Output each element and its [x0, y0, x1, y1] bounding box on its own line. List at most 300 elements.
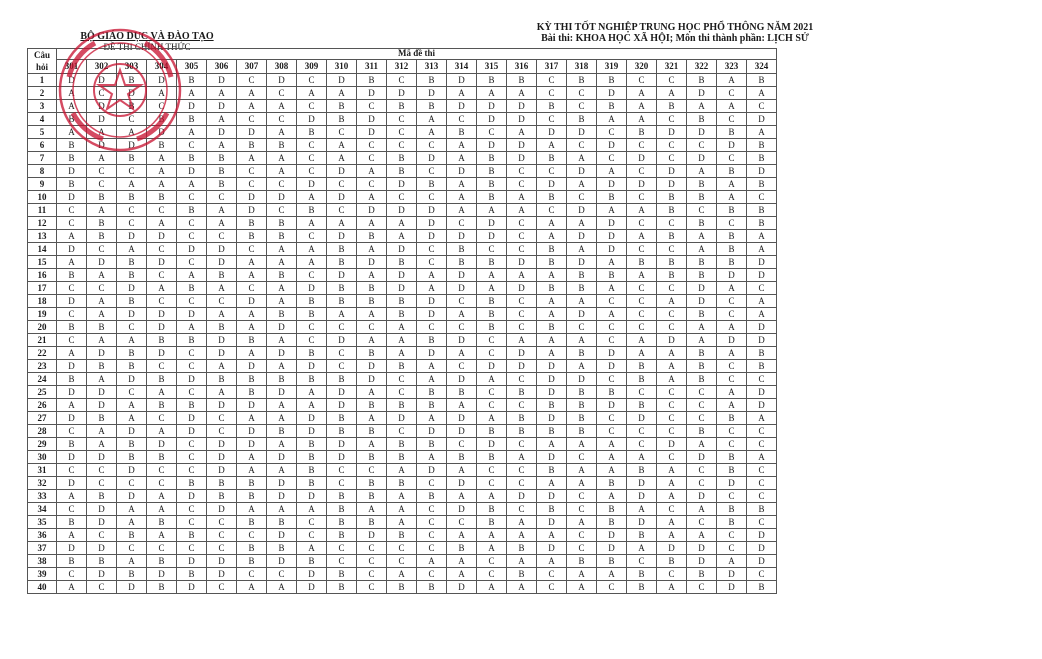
answer-cell: B — [417, 178, 447, 191]
answer-cell: D — [207, 74, 237, 87]
answer-cell: B — [747, 204, 777, 217]
answer-cell: C — [87, 165, 117, 178]
answer-cell: A — [327, 152, 357, 165]
answer-cell: B — [117, 347, 147, 360]
answer-cell: D — [207, 503, 237, 516]
answer-cell: B — [657, 191, 687, 204]
answer-cell: D — [237, 295, 267, 308]
answer-cell: B — [387, 360, 417, 373]
answer-cell: B — [627, 256, 657, 269]
answer-cell: C — [567, 191, 597, 204]
answer-cell: A — [57, 256, 87, 269]
answer-cell: A — [357, 412, 387, 425]
answer-cell: A — [717, 191, 747, 204]
answer-cell: B — [327, 295, 357, 308]
question-number-cell: 35 — [28, 516, 57, 529]
exam-code-cell: 308 — [267, 59, 297, 73]
answer-cell: D — [357, 256, 387, 269]
answer-cell: D — [207, 256, 237, 269]
answer-cell: D — [297, 178, 327, 191]
question-number-cell: 39 — [28, 568, 57, 581]
answer-cell: D — [297, 360, 327, 373]
answer-cell: C — [687, 581, 717, 594]
answer-row — [28, 386, 777, 399]
answer-cell: B — [717, 230, 747, 243]
answer-cell: D — [477, 230, 507, 243]
answer-cell: C — [267, 113, 297, 126]
answer-cell: A — [567, 477, 597, 490]
answer-cell: C — [357, 139, 387, 152]
answer-cell: B — [597, 100, 627, 113]
answer-cell: D — [597, 178, 627, 191]
answer-cell: A — [237, 464, 267, 477]
answer-row — [28, 204, 777, 217]
answer-cell: D — [117, 308, 147, 321]
answer-cell: A — [507, 191, 537, 204]
answer-cell: A — [657, 373, 687, 386]
answer-cell: D — [657, 542, 687, 555]
answer-cell: C — [117, 321, 147, 334]
answer-cell: D — [657, 165, 687, 178]
answer-cell: C — [357, 178, 387, 191]
answer-cell: C — [657, 386, 687, 399]
answer-cell: A — [57, 100, 87, 113]
answer-cell: B — [477, 152, 507, 165]
answer-cell: C — [507, 243, 537, 256]
answer-cell: D — [207, 399, 237, 412]
answer-row — [28, 217, 777, 230]
answer-cell: A — [447, 529, 477, 542]
answer-cell: C — [717, 542, 747, 555]
answer-cell: C — [687, 139, 717, 152]
answer-cell: D — [537, 516, 567, 529]
answer-row — [28, 321, 777, 334]
answer-cell: A — [477, 412, 507, 425]
answer-cell: B — [237, 373, 267, 386]
answer-cell: D — [597, 217, 627, 230]
answer-row — [28, 334, 777, 347]
answer-cell: D — [447, 230, 477, 243]
answer-cell: D — [567, 126, 597, 139]
answer-cell: A — [477, 490, 507, 503]
answer-cell: C — [627, 165, 657, 178]
answer-cell: D — [57, 477, 87, 490]
answer-cell: B — [87, 412, 117, 425]
answer-cell: C — [417, 165, 447, 178]
answer-cell: C — [207, 295, 237, 308]
answer-cell: A — [597, 204, 627, 217]
answer-cell: A — [447, 204, 477, 217]
answer-cell: C — [357, 581, 387, 594]
answer-cell: D — [747, 386, 777, 399]
answer-cell: C — [297, 230, 327, 243]
answer-cell: C — [507, 321, 537, 334]
answer-cell: B — [747, 152, 777, 165]
answer-row — [28, 399, 777, 412]
answer-cell: D — [717, 477, 747, 490]
answer-cell: C — [387, 113, 417, 126]
answer-cell: A — [657, 464, 687, 477]
answer-cell: C — [657, 308, 687, 321]
answer-cell: B — [357, 490, 387, 503]
answer-cell: B — [207, 373, 237, 386]
answer-cell: D — [447, 412, 477, 425]
exam-code-cell: 313 — [417, 59, 447, 73]
answer-cell: A — [357, 386, 387, 399]
answer-cell: B — [747, 360, 777, 373]
answer-cell: B — [477, 165, 507, 178]
answer-cell: A — [687, 230, 717, 243]
answer-cell: D — [747, 113, 777, 126]
answer-cell: A — [447, 178, 477, 191]
answer-cell: A — [627, 204, 657, 217]
answer-cell: A — [507, 126, 537, 139]
answer-cell: C — [327, 542, 357, 555]
answer-cell: C — [297, 152, 327, 165]
answer-cell: C — [507, 438, 537, 451]
answer-cell: C — [147, 100, 177, 113]
answer-cell: A — [387, 490, 417, 503]
answer-cell: D — [327, 269, 357, 282]
answer-cell: A — [57, 399, 87, 412]
answer-cell: D — [747, 555, 777, 568]
answer-cell: A — [477, 269, 507, 282]
question-number-cell: 11 — [28, 204, 57, 217]
answer-cell: A — [207, 217, 237, 230]
answer-cell: C — [717, 295, 747, 308]
answer-cell: A — [147, 503, 177, 516]
answer-cell: D — [87, 100, 117, 113]
answer-cell: C — [507, 477, 537, 490]
answer-cell: D — [447, 74, 477, 87]
answer-cell: C — [597, 295, 627, 308]
answer-cell: A — [57, 230, 87, 243]
answer-cell: A — [747, 230, 777, 243]
answer-cell: B — [477, 74, 507, 87]
answer-cell: A — [747, 308, 777, 321]
answer-cell: C — [657, 113, 687, 126]
answer-cell: D — [747, 399, 777, 412]
answer-cell: C — [357, 321, 387, 334]
answer-cell: A — [567, 295, 597, 308]
answer-cell: A — [657, 360, 687, 373]
answer-cell: B — [537, 243, 567, 256]
answer-cell: B — [567, 282, 597, 295]
answer-cell: C — [627, 295, 657, 308]
answer-cell: D — [417, 152, 447, 165]
answer-cell: D — [357, 87, 387, 100]
answer-cell: C — [717, 373, 747, 386]
answer-cell: C — [417, 256, 447, 269]
answer-cell: C — [687, 516, 717, 529]
answer-cell: D — [687, 152, 717, 165]
answer-cell: C — [387, 191, 417, 204]
answer-cell: A — [357, 308, 387, 321]
answer-cell: B — [747, 217, 777, 230]
answer-cell: A — [267, 295, 297, 308]
answer-cell: D — [357, 360, 387, 373]
answer-cell: C — [657, 321, 687, 334]
answer-cell: C — [417, 321, 447, 334]
answer-cell: C — [147, 477, 177, 490]
answer-cell: B — [537, 191, 567, 204]
answer-row — [28, 451, 777, 464]
answer-cell: D — [57, 74, 87, 87]
answer-row — [28, 542, 777, 555]
answer-cell: D — [327, 438, 357, 451]
answer-cell: B — [717, 126, 747, 139]
answer-cell: A — [357, 269, 387, 282]
answer-cell: A — [417, 451, 447, 464]
answer-cell: D — [147, 256, 177, 269]
answer-cell: C — [477, 126, 507, 139]
answer-cell: C — [267, 178, 297, 191]
answer-cell: D — [327, 451, 357, 464]
answer-cell: D — [237, 399, 267, 412]
answer-cell: B — [87, 555, 117, 568]
answer-cell: B — [327, 243, 357, 256]
answer-cell: D — [387, 412, 417, 425]
answer-cell: B — [387, 477, 417, 490]
answer-cell: C — [177, 542, 207, 555]
answer-cell: C — [417, 243, 447, 256]
answer-cell: A — [537, 334, 567, 347]
answer-cell: D — [627, 516, 657, 529]
answer-cell: D — [147, 321, 177, 334]
answer-cell: C — [717, 438, 747, 451]
answer-cell: B — [117, 100, 147, 113]
answer-cell: B — [207, 178, 237, 191]
answer-cell: C — [567, 451, 597, 464]
answer-cell: B — [267, 308, 297, 321]
answer-cell: B — [747, 178, 777, 191]
answer-cell: A — [417, 373, 447, 386]
answer-cell: A — [717, 321, 747, 334]
question-number-cell: 10 — [28, 191, 57, 204]
answer-cell: A — [477, 373, 507, 386]
answer-row — [28, 477, 777, 490]
answer-cell: A — [117, 243, 147, 256]
answer-cell: A — [117, 399, 147, 412]
answer-cell: A — [447, 191, 477, 204]
answer-cell: A — [567, 243, 597, 256]
answer-cell: C — [717, 425, 747, 438]
answer-cell: D — [597, 529, 627, 542]
answer-cell: C — [147, 412, 177, 425]
answer-cell: C — [477, 334, 507, 347]
answer-cell: A — [297, 243, 327, 256]
answer-cell: D — [537, 542, 567, 555]
answer-cell: C — [747, 282, 777, 295]
answer-cell: A — [657, 490, 687, 503]
answer-cell: B — [477, 178, 507, 191]
answer-cell: D — [177, 100, 207, 113]
answer-cell: B — [177, 113, 207, 126]
answer-cell: C — [87, 477, 117, 490]
exam-codes-row — [28, 59, 777, 73]
answer-cell: C — [717, 308, 747, 321]
answer-cell: D — [507, 256, 537, 269]
answer-cell: A — [357, 191, 387, 204]
answer-cell: D — [507, 490, 537, 503]
answer-cell: B — [117, 269, 147, 282]
answer-cell: A — [747, 243, 777, 256]
question-number-cell: 7 — [28, 152, 57, 165]
answer-cell: A — [267, 581, 297, 594]
answer-cell: A — [207, 386, 237, 399]
answer-cell: A — [237, 256, 267, 269]
answer-cell: D — [117, 87, 147, 100]
answer-cell: B — [567, 412, 597, 425]
answer-row — [28, 74, 777, 87]
answer-cell: A — [57, 490, 87, 503]
answer-cell: A — [507, 269, 537, 282]
answer-cell: A — [237, 152, 267, 165]
answer-cell: A — [387, 503, 417, 516]
answer-cell: B — [297, 126, 327, 139]
answer-cell: C — [597, 425, 627, 438]
answer-cell: A — [417, 555, 447, 568]
answer-cell: A — [717, 282, 747, 295]
answer-cell: C — [687, 399, 717, 412]
answer-cell: C — [387, 386, 417, 399]
answer-cell: B — [237, 230, 267, 243]
answer-cell: C — [147, 269, 177, 282]
answer-cell: D — [717, 334, 747, 347]
answer-cell: B — [297, 464, 327, 477]
answer-cell: A — [87, 373, 117, 386]
answer-cell: B — [597, 503, 627, 516]
answer-cell: C — [657, 152, 687, 165]
answer-cell: C — [747, 477, 777, 490]
answer-cell: C — [207, 425, 237, 438]
question-number-cell: 21 — [28, 334, 57, 347]
question-number-cell: 16 — [28, 269, 57, 282]
answer-cell: D — [87, 386, 117, 399]
answer-cell: B — [177, 399, 207, 412]
answer-cell: A — [687, 165, 717, 178]
answer-cell: B — [507, 425, 537, 438]
answer-cell: C — [177, 230, 207, 243]
answer-cell: C — [237, 74, 267, 87]
answer-cell: B — [327, 529, 357, 542]
answer-cell: B — [357, 451, 387, 464]
answer-cell: A — [327, 87, 357, 100]
answer-cell: A — [207, 308, 237, 321]
answer-cell: A — [117, 555, 147, 568]
answer-cell: C — [297, 74, 327, 87]
answer-cell: A — [147, 386, 177, 399]
answer-cell: B — [447, 542, 477, 555]
answer-cell: B — [327, 100, 357, 113]
question-number-cell: 13 — [28, 230, 57, 243]
answer-row — [28, 360, 777, 373]
answer-cell: B — [567, 425, 597, 438]
answer-cell: B — [387, 438, 417, 451]
answer-cell: A — [267, 503, 297, 516]
answer-cell: A — [267, 360, 297, 373]
answer-cell: A — [627, 230, 657, 243]
answer-cell: A — [507, 555, 537, 568]
answer-cell: C — [357, 568, 387, 581]
answer-cell: B — [417, 399, 447, 412]
answer-cell: B — [147, 516, 177, 529]
answer-cell: C — [177, 256, 207, 269]
official-exam-label: ĐỀ THI CHÍNH THỨC — [103, 42, 191, 52]
answer-cell: B — [537, 321, 567, 334]
answer-cell: B — [147, 373, 177, 386]
answer-cell: C — [687, 204, 717, 217]
answer-cell: D — [87, 542, 117, 555]
answer-cell: D — [297, 568, 327, 581]
answer-cell: A — [447, 152, 477, 165]
answer-cell: C — [297, 139, 327, 152]
answer-cell: D — [237, 204, 267, 217]
answer-cell: A — [327, 308, 357, 321]
answer-cell: D — [207, 126, 237, 139]
answer-row — [28, 438, 777, 451]
answer-cell: D — [507, 113, 537, 126]
answer-row — [28, 516, 777, 529]
answer-cell: D — [567, 165, 597, 178]
answer-cell: A — [447, 347, 477, 360]
answer-cell: D — [537, 386, 567, 399]
answer-cell: A — [117, 334, 147, 347]
question-number-cell: 4 — [28, 113, 57, 126]
answer-cell: B — [327, 282, 357, 295]
answer-cell: B — [297, 295, 327, 308]
answer-cell: A — [147, 425, 177, 438]
answer-cell: D — [387, 178, 417, 191]
answer-cell: D — [357, 113, 387, 126]
answer-cell: B — [237, 516, 267, 529]
answer-cell: C — [147, 464, 177, 477]
answer-cell: A — [537, 555, 567, 568]
answer-cell: D — [477, 100, 507, 113]
answer-row — [28, 503, 777, 516]
answer-cell: D — [267, 347, 297, 360]
answer-cell: A — [237, 308, 267, 321]
answer-cell: C — [747, 100, 777, 113]
answer-cell: C — [237, 243, 267, 256]
answer-cell: A — [687, 100, 717, 113]
answer-cell: B — [237, 386, 267, 399]
answer-cell: A — [507, 334, 537, 347]
answer-cell: D — [447, 269, 477, 282]
answer-cell: A — [717, 178, 747, 191]
answer-cell: B — [357, 516, 387, 529]
question-number-cell: 14 — [28, 243, 57, 256]
answer-cell: A — [567, 438, 597, 451]
answer-cell: C — [357, 464, 387, 477]
answer-cell: D — [417, 347, 447, 360]
answer-cell: C — [357, 100, 387, 113]
answer-cell: B — [357, 295, 387, 308]
answer-cell: D — [237, 360, 267, 373]
answer-cell: A — [567, 568, 597, 581]
answer-cell: B — [687, 373, 717, 386]
answer-cell: B — [177, 204, 207, 217]
answer-cell: A — [567, 464, 597, 477]
question-number-cell: 40 — [28, 581, 57, 594]
answer-cell: C — [87, 87, 117, 100]
answer-cell: A — [567, 178, 597, 191]
answer-cell: D — [177, 555, 207, 568]
answer-cell: B — [327, 490, 357, 503]
answer-cell: C — [507, 308, 537, 321]
answer-cell: A — [507, 581, 537, 594]
question-number-cell: 15 — [28, 256, 57, 269]
